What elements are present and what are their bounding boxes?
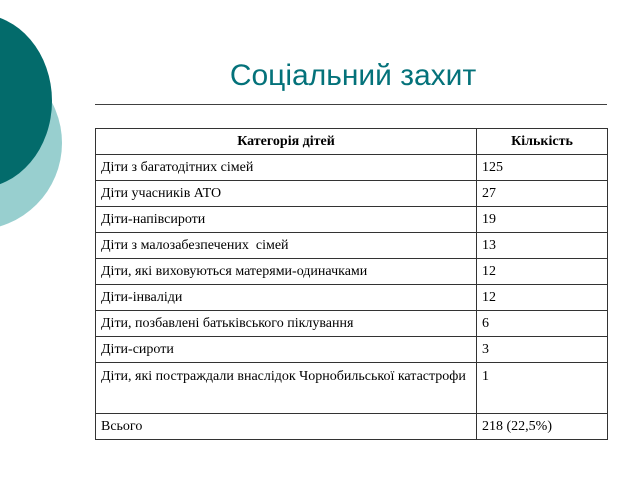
category-cell: Діти з багатодітних сімей xyxy=(96,155,477,181)
count-cell: 3 xyxy=(477,337,608,363)
count-cell: 19 xyxy=(477,207,608,233)
category-cell: Діти, які виховуються матерями-одиначками xyxy=(96,259,477,285)
table-row xyxy=(96,285,608,311)
count-cell: 1 xyxy=(477,363,608,414)
category-cell: Діти-сироти xyxy=(96,337,477,363)
title-divider xyxy=(95,104,607,105)
table-row xyxy=(96,311,608,337)
table-row xyxy=(96,181,608,207)
count-cell: 12 xyxy=(477,285,608,311)
table-row xyxy=(96,155,608,181)
count-cell: 13 xyxy=(477,233,608,259)
total-label-cell: Всього xyxy=(96,414,477,440)
count-cell: 12 xyxy=(477,259,608,285)
header-count: Кількість xyxy=(477,129,608,155)
table-row xyxy=(96,363,608,414)
slide-title: Соціальний захит xyxy=(229,59,477,92)
category-cell: Діти-інваліди xyxy=(96,285,477,311)
count-cell: 6 xyxy=(477,311,608,337)
category-cell xyxy=(96,363,477,414)
count-cell: 27 xyxy=(477,181,608,207)
category-cell: Діти з малозабезпечених сімей xyxy=(96,233,477,259)
total-count-cell: 218 (22,5%) xyxy=(477,414,608,440)
header-category: Категорія дітей xyxy=(96,129,477,155)
table-row xyxy=(96,337,608,363)
category-cell: Діти учасників АТО xyxy=(96,181,477,207)
count-cell: 125 xyxy=(477,155,608,181)
table-header-row xyxy=(96,129,608,155)
category-cell: Діти-напівсироти xyxy=(96,207,477,233)
table-row xyxy=(96,233,608,259)
table-total-row xyxy=(96,414,608,440)
table-row xyxy=(96,207,608,233)
children-categories-table xyxy=(95,128,608,440)
table-row xyxy=(96,259,608,285)
category-cell-text: Діти, які постраждали внаслідок Чорнобильської катастрофи xyxy=(101,369,466,384)
category-cell: Діти, позбавлені батьківського піклування xyxy=(96,311,477,337)
